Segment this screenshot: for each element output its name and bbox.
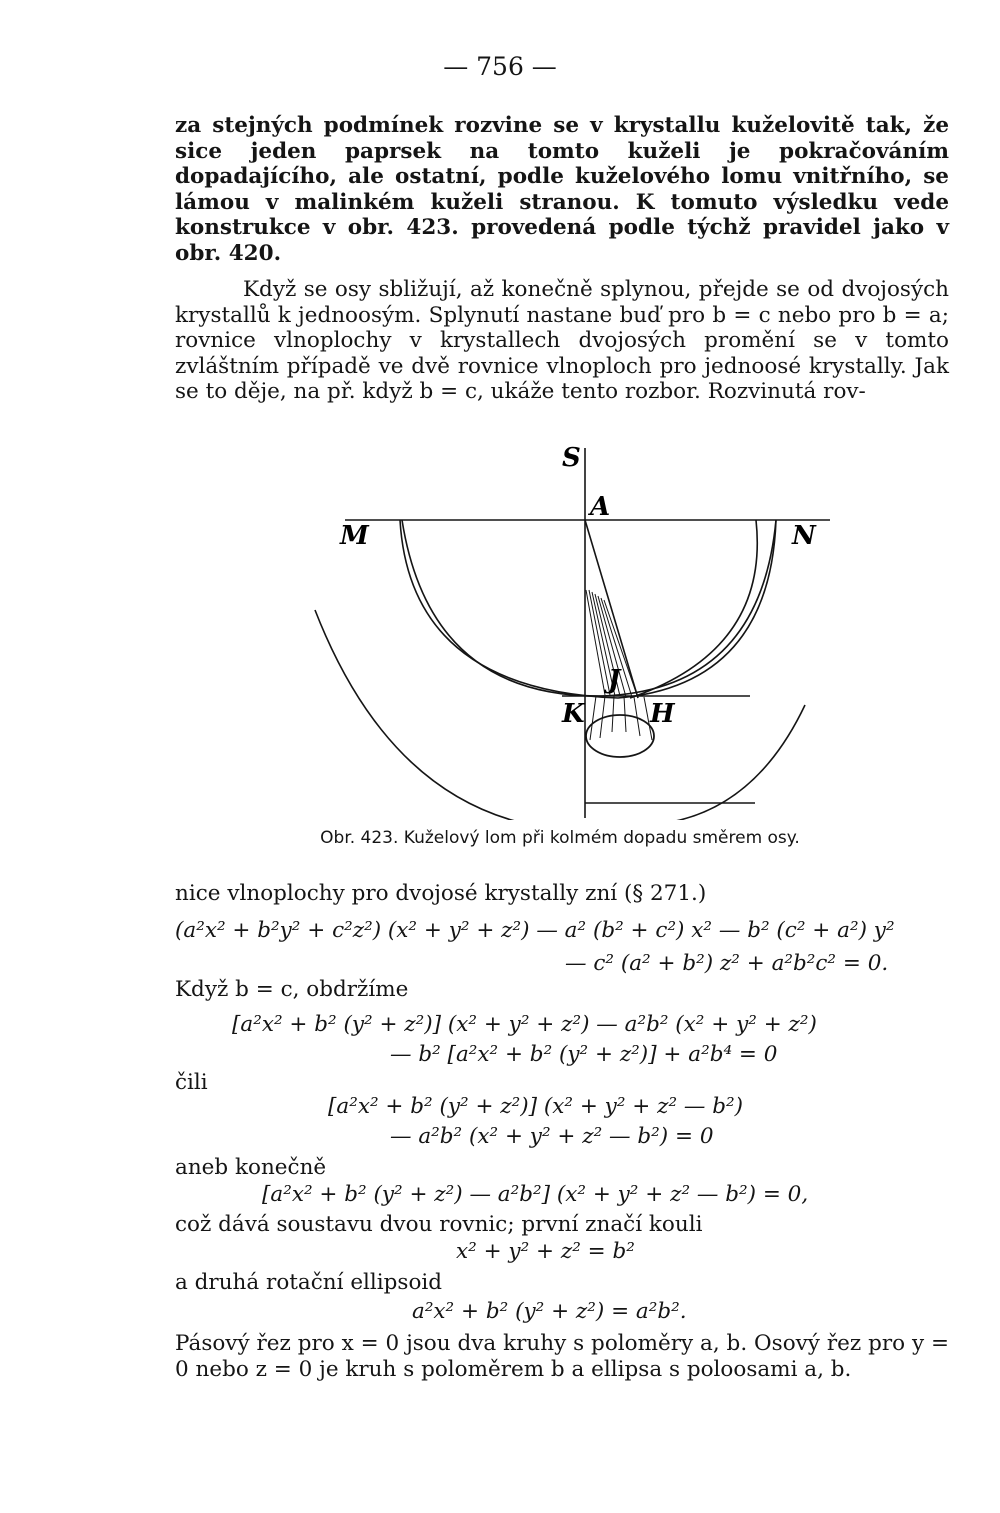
- intro-line: nice vlnoplochy pro dvojosé krystally zní (§ 271.): [175, 881, 707, 906]
- formula-6: a²x² + b² (y² + z²) = a²b².: [412, 1299, 687, 1324]
- formula-5: x² + y² + z² = b²: [456, 1239, 635, 1264]
- label-m: M: [340, 521, 369, 551]
- formula-1-line-2: — c² (a² + b²) z² + a²b²c² = 0.: [565, 951, 889, 976]
- formula-2-line-2: — b² [a²x² + b² (y² + z²)] + a²b⁴ = 0: [390, 1042, 778, 1067]
- text-cili: čili: [175, 1070, 208, 1095]
- text-coz: což dává soustavu dvou rovnic; první značí kouli: [175, 1212, 703, 1237]
- label-s: S: [562, 443, 581, 473]
- paragraph-axes-merge: Když se osy sbližují, až konečně splynou, přejde se od dvojosých krystallů k jednoosým. Splynutí nastane buď pro b = c nebo pro b = a; rovnice vlnoplochy v krystallech dvojosých promění se v tomto zvláštním případě ve dvě rovnice vlnoploch pro jednoosé krystally. Jak se to děje, na př. když b = c, ukáže tento rozbor. Rozvinutá rov-: [175, 277, 949, 404]
- page-number: — 756 —: [443, 52, 557, 81]
- formula-1-line-1: (a²x² + b²y² + c²z²) (x² + y² + z²) — a² (b² + c²) x² — b² (c² + a²) y²: [175, 918, 895, 943]
- figure-423: [300, 440, 840, 820]
- closing-paragraph: Pásový řez pro x = 0 jsou dva kruhy s poloměry a, b. Osový řez pro y = 0 nebo z = 0 je kruh s poloměrem b a ellipsa s poloosami a, b.: [175, 1331, 949, 1382]
- right-arc: [630, 520, 757, 698]
- formula-2-line-1: [a²x² + b² (y² + z²)] (x² + y² + z²) — a²b² (x² + y² + z²): [232, 1012, 817, 1037]
- formula-3-line-2: — a²b² (x² + y² + z² — b²) = 0: [390, 1124, 714, 1149]
- text-aneb: aneb konečně: [175, 1155, 327, 1180]
- label-a: A: [590, 492, 611, 522]
- figure-caption: Obr. 423. Kuželový lom při kolmém dopadu směrem osy.: [320, 828, 800, 848]
- ellipse: [586, 715, 654, 757]
- label-j: J: [608, 665, 621, 695]
- formula-3-line-1: [a²x² + b² (y² + z²)] (x² + y² + z² — b²): [328, 1094, 744, 1119]
- label-k: K: [562, 699, 585, 729]
- middle-curve: [400, 520, 776, 698]
- formula-4: [a²x² + b² (y² + z²) — a²b²] (x² + y² + z² — b²) = 0,: [262, 1182, 809, 1207]
- paragraph-conical-refraction: za stejných podmínek rozvine se v krystallu kuželovitě tak, že sice jeden paprsek na tomto kuželi je pokračováním dopadajícího, ale ostatní, podle kuželového lomu vnitřního, se lámou v malinkém kuželi stranou. K tomuto výsledku vede konstrukce v obr. 423. provedená podle týchž pravidel jako v obr. 420.: [175, 113, 949, 266]
- text-kdyz: Když b = c, obdržíme: [175, 977, 409, 1002]
- label-h: H: [650, 699, 675, 729]
- label-n: N: [792, 521, 816, 551]
- text-druha: a druhá rotační ellipsoid: [175, 1270, 443, 1295]
